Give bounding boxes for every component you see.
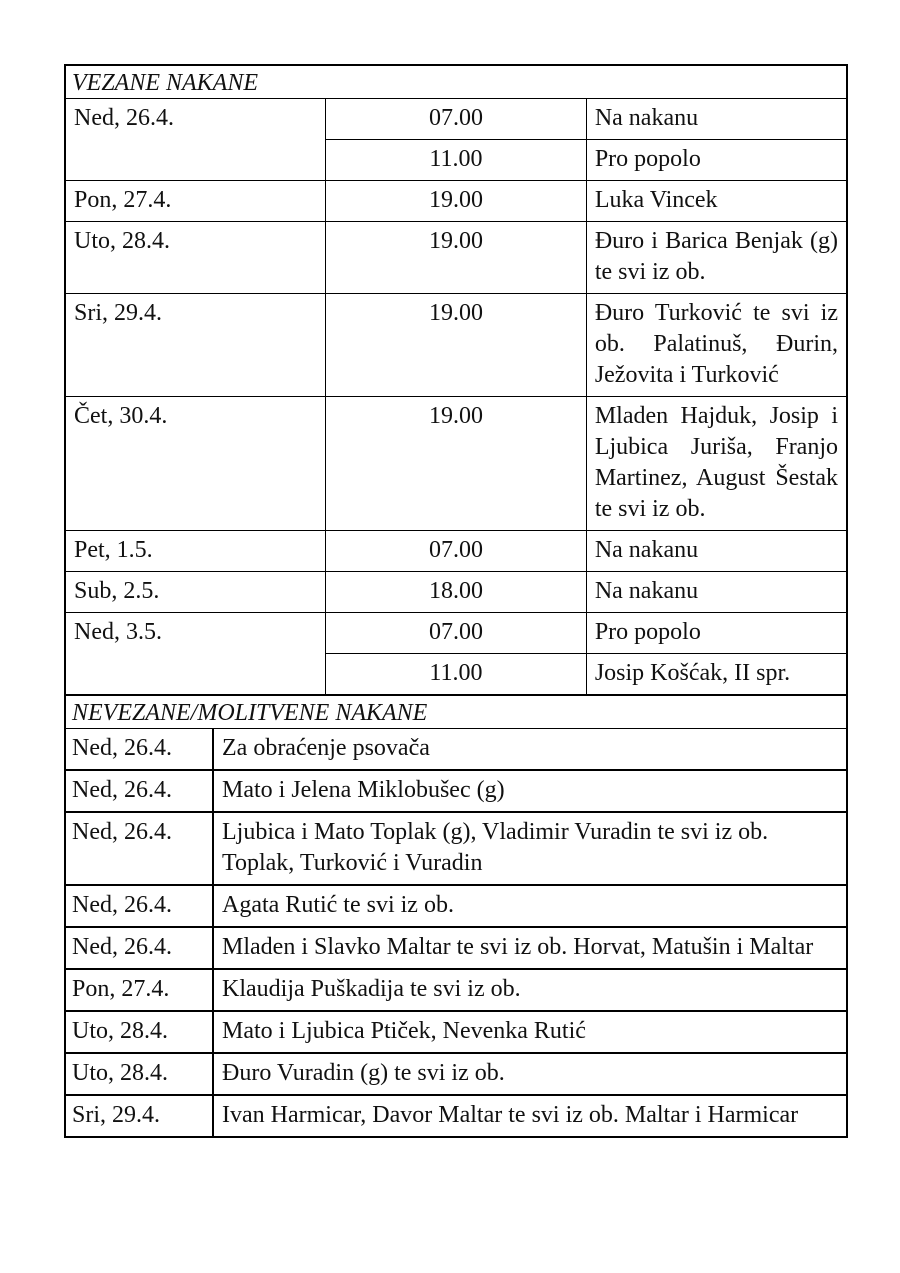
unbound-section-title: NEVEZANE/MOLITVENE NAKANE xyxy=(66,696,846,729)
list-item xyxy=(66,968,846,1010)
intention-cell: Luka Vincek xyxy=(586,181,847,222)
intention-cell: Mato i Jelena Miklobušec (g) xyxy=(222,777,505,803)
time-cell: 19.00 xyxy=(326,397,587,531)
bound-section-title: VEZANE NAKANE xyxy=(65,65,847,99)
time-cell: 11.00 xyxy=(326,140,587,181)
list-item xyxy=(66,729,846,769)
date-cell: Pon, 27.4. xyxy=(66,970,214,1010)
table-row xyxy=(65,181,847,222)
date-cell: Ned, 26.4. xyxy=(65,99,326,181)
date-cell: Pon, 27.4. xyxy=(65,181,326,222)
date-cell: Ned, 3.5. xyxy=(65,613,326,696)
date-cell: Čet, 30.4. xyxy=(65,397,326,531)
list-item xyxy=(66,1010,846,1052)
intention-cell: Mladen Hajduk, Josip i Ljubica Juriša, Franjo Martinez, August Šestak te svi iz ob. xyxy=(586,397,847,531)
date-cell: Uto, 28.4. xyxy=(66,1054,214,1094)
intention-cell: Za obraćenje psovača xyxy=(222,735,430,761)
intention-cell: Na nakanu xyxy=(586,531,847,572)
date-cell: Ned, 26.4. xyxy=(66,813,214,884)
list-item xyxy=(66,926,846,968)
date-cell: Ned, 26.4. xyxy=(66,928,214,968)
time-cell: 19.00 xyxy=(326,181,587,222)
time-cell: 18.00 xyxy=(326,572,587,613)
date-cell: Uto, 28.4. xyxy=(66,1012,214,1052)
list-item xyxy=(66,1094,846,1136)
table-row xyxy=(65,99,847,140)
date-cell: Ned, 26.4. xyxy=(66,771,214,811)
date-cell: Ned, 26.4. xyxy=(66,886,214,926)
mass-intentions-page xyxy=(64,64,848,1138)
bound-intentions-table xyxy=(64,64,848,696)
date-cell: Sri, 29.4. xyxy=(66,1096,214,1136)
intention-cell: Pro popolo xyxy=(586,140,847,181)
time-cell: 11.00 xyxy=(326,654,587,696)
date-cell: Uto, 28.4. xyxy=(65,222,326,294)
table-row xyxy=(65,572,847,613)
date-cell: Sub, 2.5. xyxy=(65,572,326,613)
table-row xyxy=(65,397,847,531)
intention-cell: Mladen i Slavko Maltar te svi iz ob. Horvat, Matušin i Maltar xyxy=(222,934,814,960)
date-cell: Ned, 26.4. xyxy=(66,729,214,769)
list-item xyxy=(66,884,846,926)
table-row xyxy=(65,531,847,572)
intention-cell: Ljubica i Mato Toplak (g), Vladimir Vuradin te svi iz ob. Toplak, Turković i Vuradin xyxy=(222,819,769,876)
intention-cell: Na nakanu xyxy=(586,572,847,613)
table-row xyxy=(65,294,847,397)
list-item xyxy=(66,811,846,884)
table-row xyxy=(65,613,847,654)
intention-cell: Klaudija Puškadija te svi iz ob. xyxy=(222,976,521,1002)
list-item xyxy=(66,769,846,811)
time-cell: 19.00 xyxy=(326,222,587,294)
intention-cell: Đuro i Barica Benjak (g) te svi iz ob. xyxy=(586,222,847,294)
date-cell: Pet, 1.5. xyxy=(65,531,326,572)
intention-cell: Pro popolo xyxy=(586,613,847,654)
time-cell: 19.00 xyxy=(326,294,587,397)
intention-cell: Na nakanu xyxy=(586,99,847,140)
intention-cell: Josip Košćak, II spr. xyxy=(586,654,847,696)
time-cell: 07.00 xyxy=(326,99,587,140)
intention-cell: Agata Rutić te svi iz ob. xyxy=(222,892,454,918)
intention-cell: Mato i Ljubica Ptiček, Nevenka Rutić xyxy=(222,1018,586,1044)
bound-section-header-row xyxy=(65,65,847,99)
intention-cell: Đuro Turković te svi iz ob. Palatinuš, Đurin, Ježovita i Turković xyxy=(586,294,847,397)
time-cell: 07.00 xyxy=(326,613,587,654)
unbound-intentions-table xyxy=(64,696,848,1138)
list-item xyxy=(66,1052,846,1094)
time-cell: 07.00 xyxy=(326,531,587,572)
intention-cell: Ivan Harmicar, Davor Maltar te svi iz ob. Maltar i Harmicar xyxy=(222,1102,799,1128)
intention-cell: Đuro Vuradin (g) te svi iz ob. xyxy=(222,1060,505,1086)
table-row xyxy=(65,222,847,294)
date-cell: Sri, 29.4. xyxy=(65,294,326,397)
